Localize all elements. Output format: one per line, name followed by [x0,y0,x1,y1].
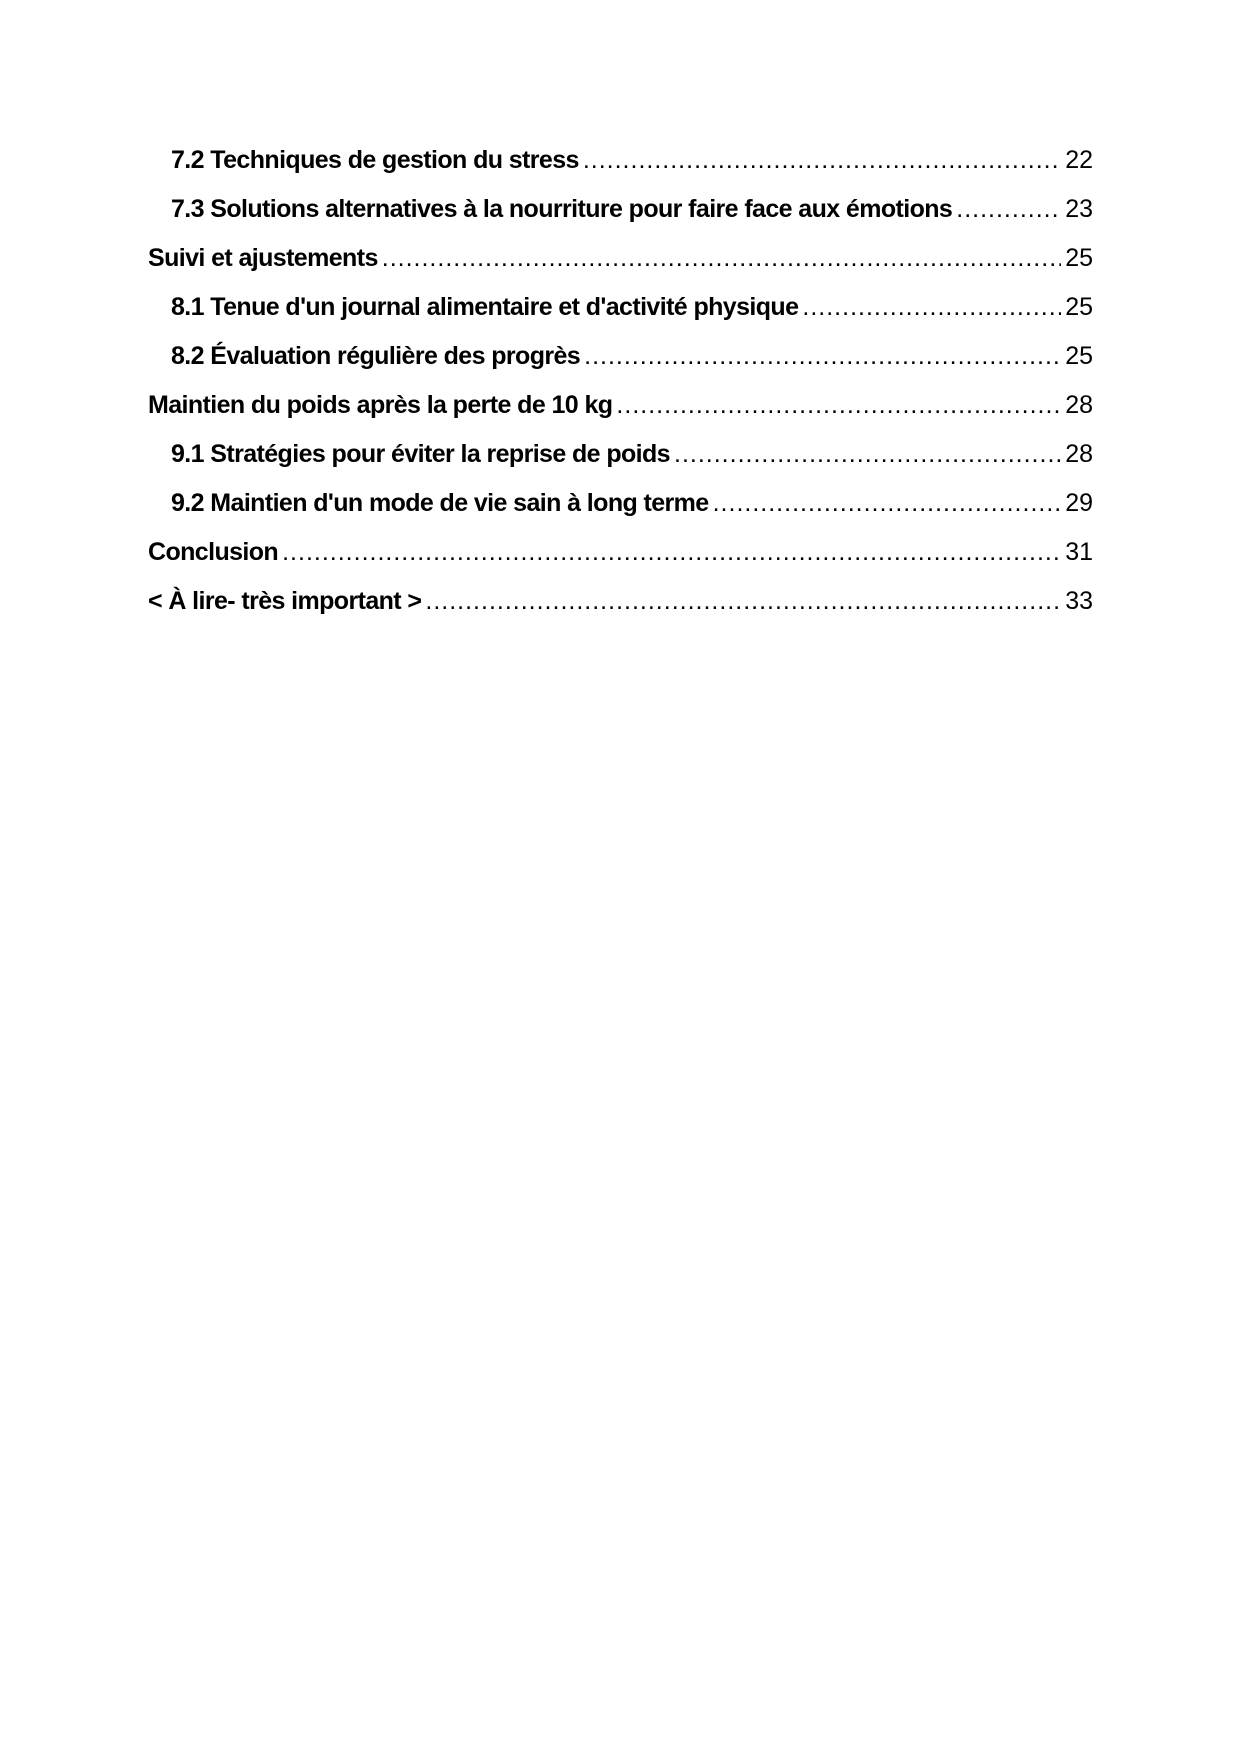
toc-dot-leader [956,195,1061,224]
toc-dot-leader [282,538,1061,567]
toc-page-number: 25 [1065,244,1093,272]
toc-entry-title: 7.2 Techniques de gestion du stress [171,146,579,174]
toc-page-number: 29 [1065,489,1093,517]
toc-entry-8-1[interactable] [148,293,1093,342]
toc-entry-9-1[interactable] [148,440,1093,489]
toc-entry-conclusion[interactable] [148,538,1093,587]
toc-page-number: 25 [1065,293,1093,321]
table-of-contents [148,146,1093,636]
toc-page-number: 25 [1065,342,1093,370]
toc-entry-suivi-ajustements[interactable] [148,244,1093,293]
toc-entry-7-2[interactable] [148,146,1093,195]
toc-page-number: 28 [1065,440,1093,468]
toc-dot-leader [802,293,1061,322]
toc-entry-title: 9.1 Stratégies pour éviter la reprise de poids [171,440,670,468]
toc-entry-7-3[interactable] [148,195,1093,244]
toc-entry-maintien-poids[interactable] [148,391,1093,440]
toc-entry-title: 8.1 Tenue d'un journal alimentaire et d'activité physique [171,293,799,321]
toc-page-number: 33 [1065,587,1093,615]
toc-entry-title: Conclusion [148,538,279,566]
toc-entry-9-2[interactable] [148,489,1093,538]
toc-entry-title: 9.2 Maintien d'un mode de vie sain à long terme [171,489,709,517]
toc-entry-title: 8.2 Évaluation régulière des progrès [171,342,581,370]
toc-dot-leader [425,587,1061,616]
toc-page-number: 28 [1065,391,1093,419]
toc-dot-leader [382,244,1061,273]
toc-dot-leader [583,146,1061,175]
toc-entry-a-lire[interactable] [148,587,1093,636]
toc-entry-title: 7.3 Solutions alternatives à la nourriture pour faire face aux émotions [171,195,953,223]
toc-dot-leader [713,489,1062,518]
toc-dot-leader [674,440,1061,469]
toc-dot-leader [584,342,1061,371]
toc-page-number: 31 [1065,538,1093,566]
toc-page-number: 22 [1065,146,1093,174]
toc-dot-leader [616,391,1061,420]
toc-entry-title: Maintien du poids après la perte de 10 kg [148,391,613,419]
toc-entry-title: Suivi et ajustements [148,244,378,272]
toc-page-number: 23 [1065,195,1093,223]
toc-entry-8-2[interactable] [148,342,1093,391]
toc-entry-title: < À lire- très important > [148,587,422,615]
